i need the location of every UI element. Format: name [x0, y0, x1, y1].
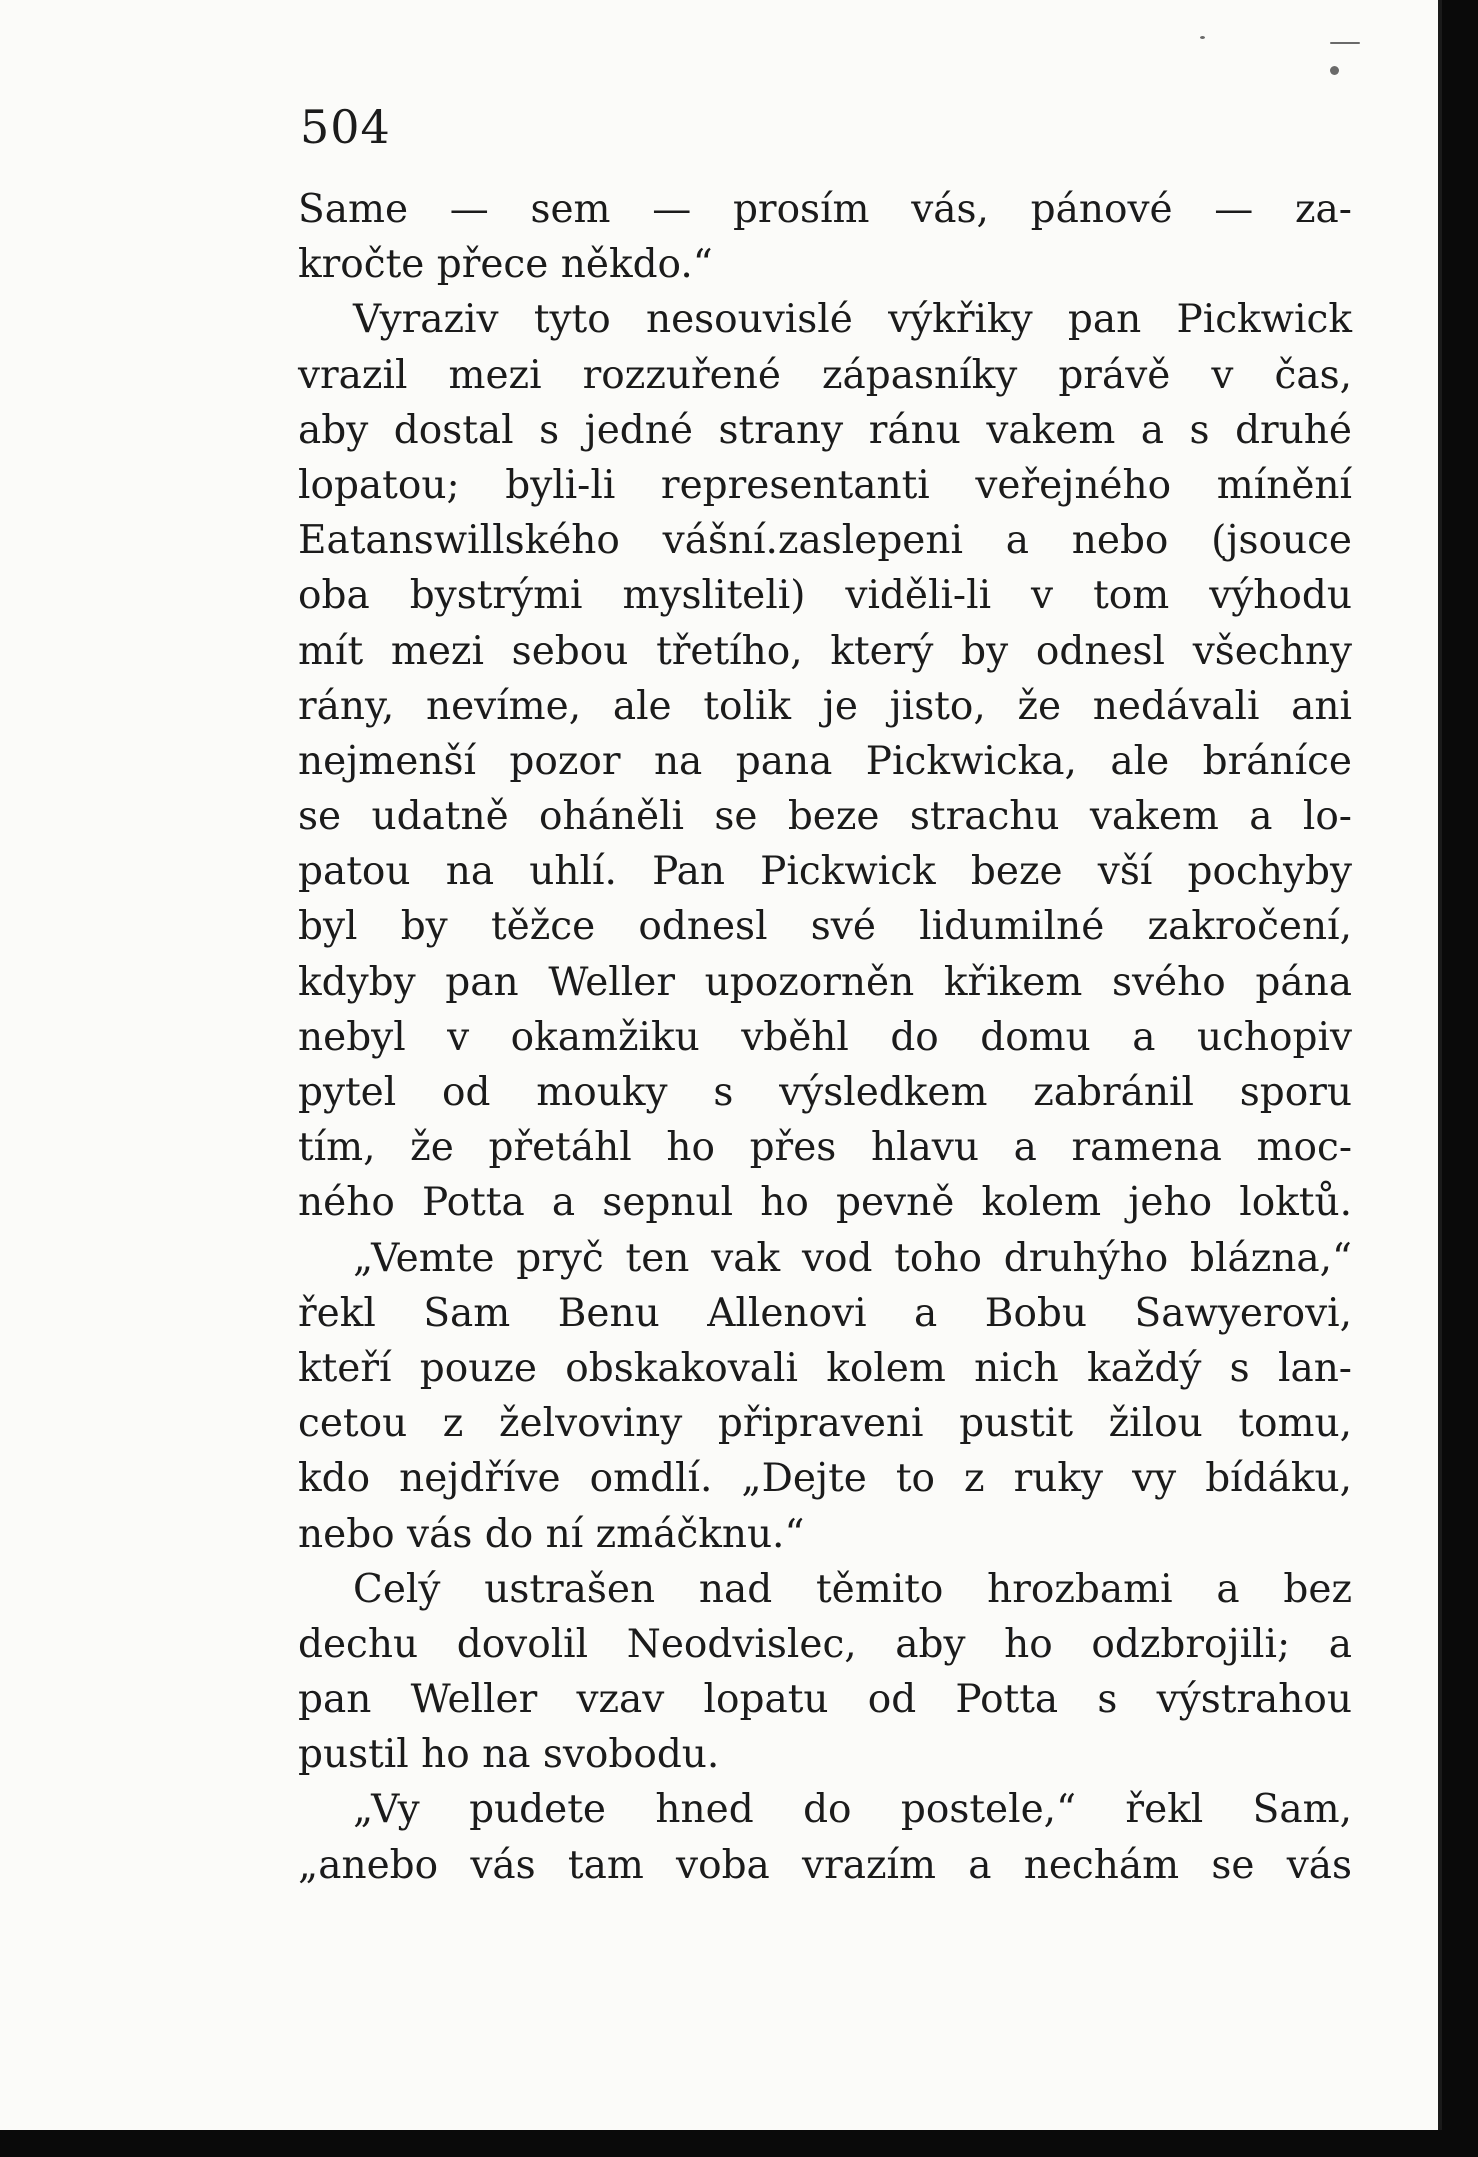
- ink-speck: [1200, 36, 1205, 39]
- text-line: „Vy pudete hned do postele,“ řekl Sam,: [353, 1787, 1352, 1833]
- text-line: Celý ustrašen nad těmito hrozbami a bez: [353, 1566, 1352, 1612]
- text-line: kteří pouze obskakovali kolem nich každý s lan-: [298, 1345, 1352, 1391]
- ink-speck: [1330, 42, 1360, 44]
- text-line: kročte přece někdo.“: [298, 242, 713, 288]
- text-line: pan Weller vzav lopatu od Potta s výstrahou: [298, 1677, 1352, 1723]
- ink-speck: [1330, 66, 1339, 75]
- text-line: Vyraziv tyto nesouvislé výkřiky pan Pickwick: [353, 297, 1352, 343]
- text-line: ného Potta a sepnul ho pevně kolem jeho loktů.: [298, 1180, 1352, 1226]
- text-line: pustil ho na svobodu.: [298, 1732, 720, 1778]
- text-line: kdyby pan Weller upozorněn křikem svého pána: [298, 959, 1352, 1005]
- page-edge-rule: [1438, 0, 1442, 2130]
- text-line: lopatou; byli-li representanti veřejného mínění: [298, 462, 1352, 508]
- text-line: vrazil mezi rozzuřené zápasníky právě v čas,: [298, 352, 1352, 398]
- text-line: „anebo vás tam voba vrazím a nechám se vás: [298, 1842, 1352, 1888]
- text-line: nejmenší pozor na pana Pickwicka, ale bráníce: [298, 738, 1352, 784]
- text-line: Same — sem — prosím vás, pánové — za-: [298, 187, 1352, 232]
- text-line: pytel od mouky s výsledkem zabránil sporu: [298, 1070, 1352, 1115]
- text-line: dechu dovolil Neodvislec, aby ho odzbrojili; a: [298, 1621, 1352, 1667]
- page-number: 504: [300, 100, 391, 154]
- text-line: nebyl v okamžiku vběhl do domu a uchopiv: [298, 1014, 1352, 1060]
- text-line: řekl Sam Benu Allenovi a Bobu Sawyerovi,: [298, 1290, 1352, 1336]
- text-line: mít mezi sebou třetího, který by odnesl všechny: [298, 628, 1352, 674]
- text-line: patou na uhlí. Pan Pickwick beze vší pochyby: [298, 849, 1352, 895]
- text-line: oba bystrými mysliteli) viděli-li v tom výhodu: [298, 573, 1352, 619]
- text-line: se udatně oháněli se beze strachu vakem a lo-: [298, 794, 1352, 840]
- text-line: cetou z želvoviny připraveni pustit žilou tomu,: [298, 1401, 1352, 1447]
- text-line: aby dostal s jedné strany ránu vakem a s druhé: [298, 407, 1352, 453]
- text-line: nebo vás do ní zmáčknu.“: [298, 1511, 805, 1557]
- text-line: kdo nejdříve omdlí. „Dejte to z ruky vy bídáku,: [298, 1456, 1352, 1502]
- text-line: „Vemte pryč ten vak vod toho druhýho blázna,“: [353, 1235, 1352, 1281]
- text-line: tím, že přetáhl ho přes hlavu a ramena moc-: [298, 1125, 1352, 1171]
- text-line: rány, nevíme, ale tolik je jisto, že nedávali ani: [298, 683, 1352, 729]
- text-line: byl by těžce odnesl své lidumilné zakročení,: [298, 904, 1352, 950]
- body-text: [298, 182, 1352, 1893]
- text-line: Eatanswillského vášní.zaslepeni a nebo (jsouce: [298, 518, 1352, 564]
